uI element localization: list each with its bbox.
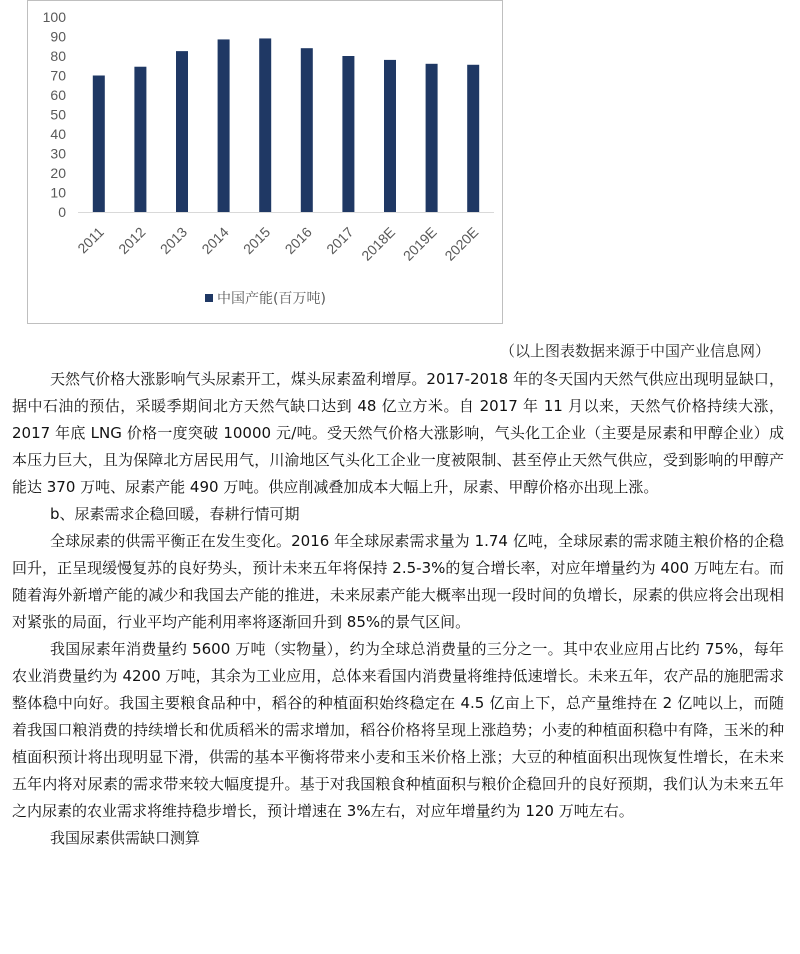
paragraph-natural-gas: 天然气价格大涨影响气头尿素开工，煤头尿素盈利增厚。2017-2018 年的冬天国内天然气供应出现明显缺口，据中石油的预估，采暖季期间北方天然气缺口达到 48 亿立方米。自 2017 年 11 月以来，天然气价格持续大涨，2017 年底 LNG 价格一度突破 10000 元/吨。受天然气价格大涨影响，气头化工企业（主要是尿素和甲醇企业）成本压力巨大，且为保障北方居民用气，川渝地区气头化工企业一度被限制、甚至停止天然气供应，受到影响的甲醇产能达 370 万吨、尿素产能 490 万吨。供应削减叠加成本大幅上升，尿素、甲醇价格亦出现上涨。 bbox=[12, 370, 784, 496]
y-tick-label: 70 bbox=[50, 67, 66, 84]
article-body bbox=[12, 366, 784, 852]
legend-swatch bbox=[205, 294, 213, 302]
bar-2019E bbox=[426, 64, 438, 212]
paragraph-global-balance: 全球尿素的供需平衡正在发生变化。2016 年全球尿素需求量为 1.74 亿吨，全球尿素的需求随主粮价格的企稳回升，正呈现缓慢复苏的良好势头，预计未来五年将保持 2.5-3%的复合增长率，对应年增量约为 400 万吨左右。而随着海外新增产能的减少和我国去产能的推进，未来尿素产能大概率出现一段时间的负增长，尿素的供应将会出现相对紧张的局面，行业平均产能利用率将逐渐回升到 85%的景气区间。 bbox=[12, 532, 784, 631]
bar-2013 bbox=[176, 51, 188, 212]
bar-2016 bbox=[301, 48, 313, 212]
x-tick-label: 2011 bbox=[74, 223, 107, 257]
x-tick-label: 2020E bbox=[441, 223, 482, 264]
y-tick-label: 10 bbox=[50, 184, 66, 201]
x-tick-label: 2013 bbox=[156, 223, 191, 258]
x-tick-label: 2016 bbox=[281, 223, 315, 258]
bar-2012 bbox=[134, 67, 146, 212]
y-tick-label: 90 bbox=[50, 28, 66, 45]
bar-2018E bbox=[384, 60, 396, 212]
bar-2015 bbox=[259, 38, 271, 212]
x-tick-label: 2019E bbox=[399, 223, 440, 264]
bar-2017 bbox=[342, 56, 354, 212]
y-tick-label: 50 bbox=[50, 106, 66, 123]
y-tick-label: 30 bbox=[50, 145, 66, 162]
x-tick-label: 2018E bbox=[358, 223, 399, 264]
y-tick-label: 0 bbox=[58, 204, 66, 220]
y-tick-label: 20 bbox=[50, 165, 66, 181]
y-tick-label: 100 bbox=[42, 9, 66, 25]
source-note: （以上图表数据来源于中国产业信息网） bbox=[499, 342, 770, 360]
y-tick-label: 40 bbox=[50, 126, 66, 142]
x-tick-label: 2015 bbox=[239, 223, 274, 258]
bar-2014 bbox=[218, 39, 230, 212]
x-tick-label: 2014 bbox=[198, 223, 232, 258]
legend-label: 中国产能(百万吨) bbox=[217, 291, 326, 307]
bar-2020E bbox=[467, 65, 479, 212]
bar-2011 bbox=[93, 76, 105, 213]
x-tick-label: 2017 bbox=[323, 223, 357, 258]
section-heading-gap: 我国尿素供需缺口测算 bbox=[50, 829, 201, 847]
y-tick-label: 60 bbox=[50, 87, 66, 103]
bar-chart bbox=[28, 1, 504, 325]
paragraph-domestic-consumption: 我国尿素年消费量约 5600 万吨（实物量），约为全球总消费量的三分之一。其中农业应用占比约 75%，每年农业消费量约为 4200 万吨，其余为工业应用，总体来看国内消费量将维持低速增长。未来五年，农产品的施肥需求整体稳中向好。我国主要粮食品种中，稻谷的种植面积始终稳定在 4.5 亿亩上下，总产量维持在 2 亿吨以上，而随着我国口粮消费的持续增长和优质稻米的需求增加，稻谷价格将呈现上涨趋势；小麦的种植面积稳中有降，玉米的种植面积预计将出现明显下滑，供需的基本平衡将带来小麦和玉米价格上涨；大豆的种植面积出现恢复性增长，在未来五年内将对尿素的需求带来较大幅度提升。基于对我国粮食种植面积与粮价企稳回升的良好预期，我们认为未来五年之内尿素的农业需求将维持稳步增长，预计增速在 3%左右，对应年增量约为 120 万吨左右。 bbox=[12, 640, 784, 820]
section-heading-demand: b、尿素需求企稳回暖，春耕行情可期 bbox=[50, 505, 300, 523]
x-tick-label: 2012 bbox=[115, 223, 149, 258]
chart-frame bbox=[27, 0, 503, 324]
y-tick-label: 80 bbox=[50, 48, 66, 64]
